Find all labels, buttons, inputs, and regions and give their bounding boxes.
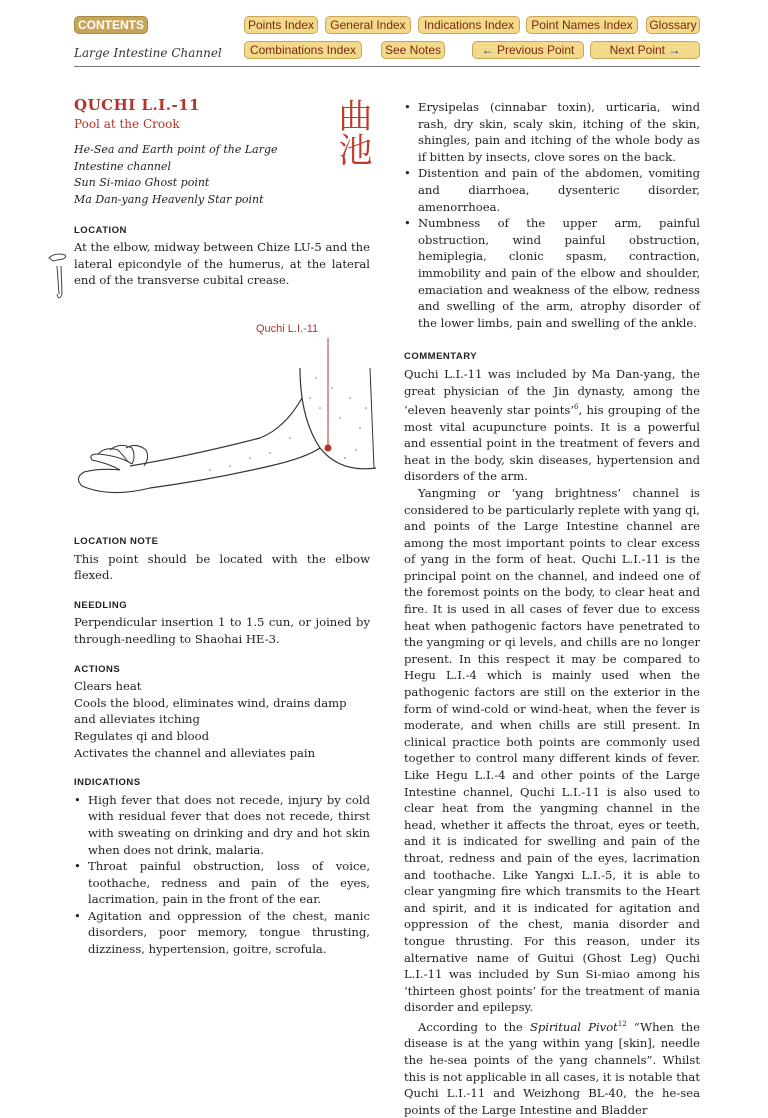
illustration-label: Quchi L.I.-11: [256, 323, 319, 335]
actions-heading: ACTIONS: [74, 663, 121, 675]
location-note-text: This point should be located with the elbow flexed.: [74, 551, 370, 583]
point-title: QUCHI L.I.-11: [74, 96, 201, 114]
descriptor: He-Sea and Earth point of the Large Intestine channel: [74, 143, 278, 173]
right-column: [404, 99, 700, 1118]
chinese-characters: 曲池: [332, 98, 372, 166]
arrow-left-icon: ←: [481, 43, 494, 57]
contents-button[interactable]: CONTENTS: [74, 16, 148, 34]
action-item: Clears heat: [74, 679, 142, 694]
indication-item: • Distention and pain of the abdomen, vomiting and diarrhoea, dysenteric disorder, amenorrhoea.: [404, 166, 700, 214]
location-heading: LOCATION: [74, 224, 127, 236]
next-point-button[interactable]: [590, 41, 700, 59]
commentary-heading: COMMENTARY: [404, 351, 478, 363]
commentary-paragraph: Quchi L.I.-11 was included by Ma Dan-yang, the great physician of the Jin dynasty, among the ‘eleven heavenly star points’$^6$, his grouping of the most vital acupuncture points. It is a powerful and essential point in the treatment of fevers and heat in the body, skin diseases, hypertension and disorders of the arm.: [404, 366, 700, 484]
left-column: [74, 97, 370, 289]
action-item: Regulates qi and blood: [74, 728, 210, 743]
points-index-button[interactable]: Points Index: [244, 16, 318, 34]
combinations-index-button[interactable]: Combinations Index: [244, 41, 362, 59]
commentary-paragraph: According to the Spiritual Pivot$^{12}$ “When the disease is at the yang within yang [skin], needle the he-sea points of the yang channels”. Whilst this is not applicable in all cases, it is notable that Quchi L.I.-11 and Weizhong BL-40, the he-sea points of the Large Intestine and Bladder: [404, 1019, 700, 1117]
commentary-paragraph: Yangming or ‘yang brightness’ channel is considered to be particularly replete with yang qi, and points of the Large Intestine channel are among the most important points to clear excess of yang in the form of heat. Quchi L.I.-11 is the principal point on the channel, and indeed one of the foremost points on the body, to clear heat and fire. It is used in all cases of fever due to excess heat when pathogenic factors have penetrated to the yangming or qi levels, and chills are no longer present. In this respect it may be compared to Hegu L.I.-4 which is mainly used when the pathogenic factors are still on the exterior in the form of wind-cold or wind-heat, when the fever is moderate, and when chills are still present. In clinical practice both points are commonly used together to control many different kinds of fever. Like Hegu L.I.-4 and other points of the Large Intestine channel, Quchi L.I.-11 is also used to clear heat from the yangming channel in the head, whether it affects the throat, eyes or teeth, and it is indicated for swelling and pain of the throat, redness and pain of the eyes, lacrimation and toothache. Like Yangxi L.I.-5, it is able to clear yangming fire which transmits to the Heart and spirit, and it is indicated for agitation and oppression of the chest, mania disorder and tongue thrusting. For this reason, under its alternative name of Guitui (Ghost Leg) Quchi L.I.-11 was included by Sun Si-miao among his ‘thirteen ghost points’ for the treatment of mania disorder and epilepsy.: [404, 485, 700, 1015]
point-subtitle: Pool at the Crook: [74, 116, 180, 131]
action-item: Cools the blood, eliminates wind, drains damp and alleviates itching: [74, 695, 347, 727]
next-point-label: Next Point: [609, 43, 665, 57]
point-names-index-button[interactable]: Point Names Index: [526, 16, 638, 34]
indication-item: • Numbness of the upper arm, painful obstruction, wind painful obstruction, hemiplegia, clonic spasm, contraction, immobility and pain of the elbow and shoulder, emaciation and weakness of the elbow, redness and swelling of the arm, atrophy disorder of the lower limbs, pain and swelling of the ankle.: [404, 216, 700, 330]
indication-item: • High fever that does not recede, injury by cold with residual fever that does not recede, thirst with sweating on drinking and dry and hot skin when does not drink, malaria.: [74, 792, 370, 857]
indications-heading: INDICATIONS: [74, 777, 141, 789]
hand-location-icon: [47, 250, 69, 304]
descriptor: Sun Si-miao Ghost point: [74, 176, 210, 190]
action-item: Activates the channel and alleviates pain: [74, 745, 316, 760]
channel-header: Large Intestine Channel: [74, 46, 222, 60]
see-notes-button[interactable]: See Notes: [381, 41, 445, 59]
previous-point-button[interactable]: [472, 41, 584, 59]
arrow-right-icon: →: [668, 43, 681, 57]
general-index-button[interactable]: General Index: [325, 16, 411, 34]
location-note-heading: LOCATION NOTE: [74, 536, 159, 547]
location-text: At the elbow, midway between Chize LU-5 and the lateral epicondyle of the humerus, at the lateral end of the transverse cubital crease.: [74, 240, 370, 288]
previous-point-label: Previous Point: [496, 43, 575, 57]
glossary-button[interactable]: Glossary: [646, 16, 700, 34]
indication-item: • Throat painful obstruction, loss of voice, toothache, redness and pain of the eyes, lacrimation, pain in the front of the ear.: [74, 859, 370, 907]
indication-item: • Agitation and oppression of the chest, manic disorders, poor memory, tongue thrusting, dizziness, hypertension, goitre, scrofula.: [74, 908, 370, 957]
arm-illustration: [70, 338, 376, 508]
needling-text: Perpendicular insertion 1 to 1.5 cun, or joined by through-needling to Shaohai HE-3.: [74, 615, 370, 646]
header-divider: [74, 66, 700, 67]
left-column-lower: [74, 534, 370, 958]
indications-index-button[interactable]: Indications Index: [418, 16, 520, 34]
descriptor: Ma Dan-yang Heavenly Star point: [74, 192, 264, 206]
acupoint-marker: [325, 445, 332, 452]
needling-heading: NEEDLING: [74, 599, 128, 611]
indication-item: • Erysipelas (cinnabar toxin), urticaria, wind rash, dry skin, scaly skin, itching of the skin, shingles, pain and itching of the whole body as if bitten by insects, clove sores on the back.: [404, 100, 700, 164]
